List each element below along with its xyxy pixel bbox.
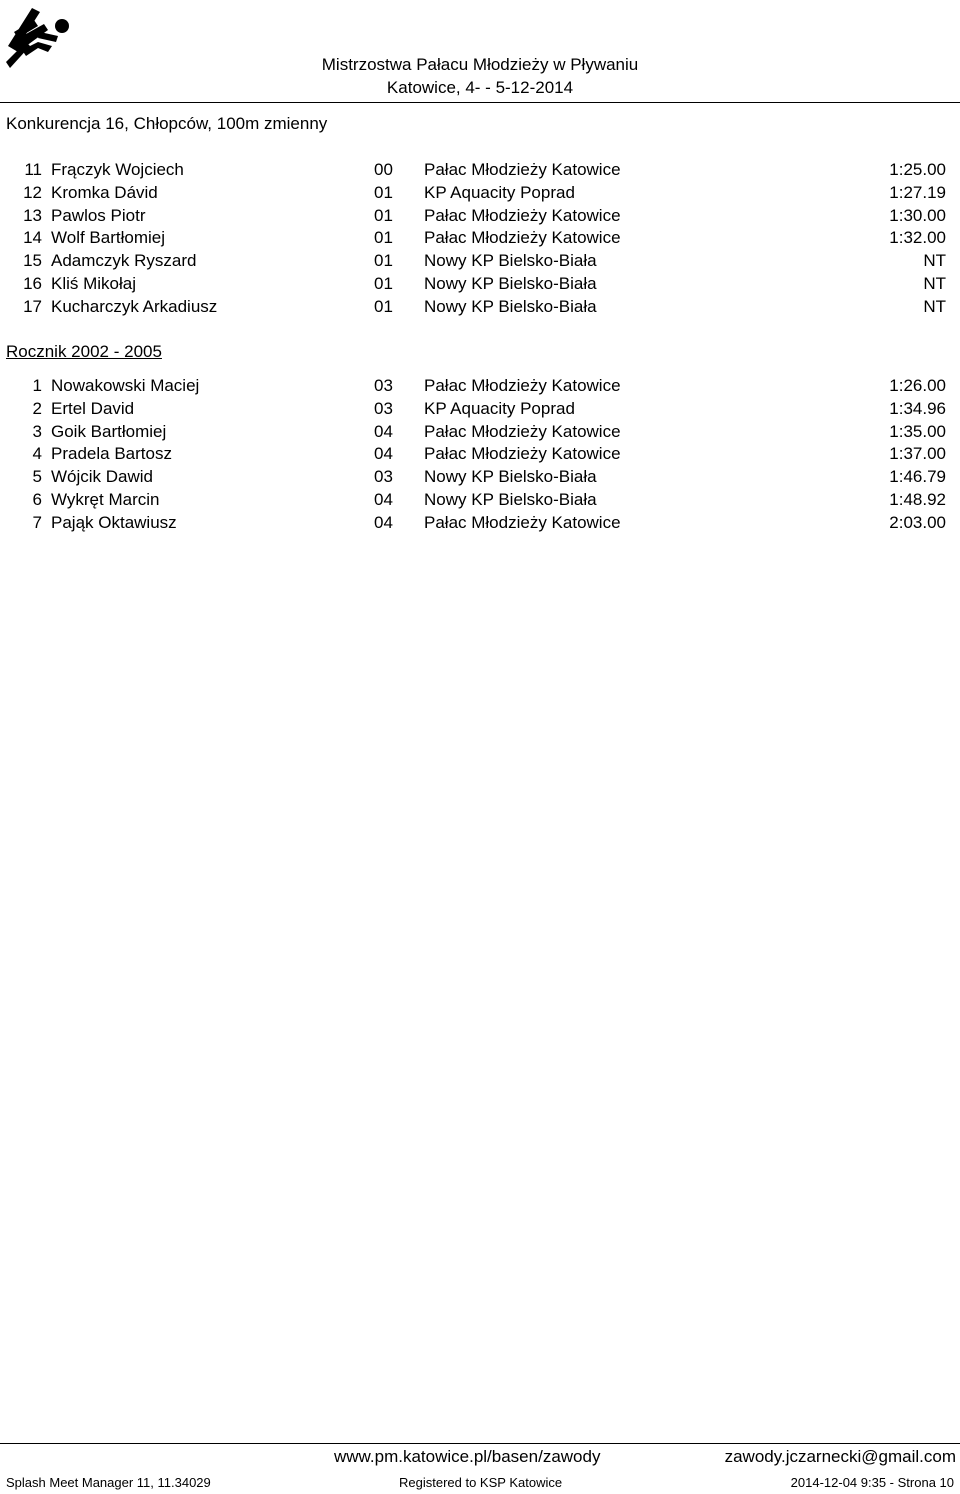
result-club: Pałac Młodzieży Katowice <box>424 206 621 225</box>
result-time: 1:35.00 <box>889 422 946 441</box>
result-year: 01 <box>374 228 393 247</box>
result-place: 17 <box>23 297 42 316</box>
result-club: KP Aquacity Poprad <box>424 399 575 418</box>
result-year: 01 <box>374 251 393 270</box>
footer-website-link[interactable]: www.pm.katowice.pl/basen/zawody <box>334 1447 601 1466</box>
result-time: 1:27.19 <box>889 183 946 202</box>
result-year: 04 <box>374 444 393 463</box>
result-place: 6 <box>32 490 42 509</box>
result-name: Wolf Bartłomiej <box>51 228 165 247</box>
result-time: NT <box>923 297 946 316</box>
result-place: 14 <box>23 228 42 247</box>
result-row <box>0 465 960 488</box>
result-time: NT <box>923 251 946 270</box>
age-group-heading: Rocznik 2002 - 2005 <box>6 342 162 361</box>
result-name: Pawlos Piotr <box>51 206 146 225</box>
result-club: Nowy KP Bielsko-Biała <box>424 467 597 486</box>
result-time: 1:46.79 <box>889 467 946 486</box>
result-place: 16 <box>23 274 42 293</box>
result-name: Goik Bartłomiej <box>51 422 167 441</box>
result-row <box>0 488 960 511</box>
result-row <box>0 272 960 295</box>
result-club: Pałac Młodzieży Katowice <box>424 376 621 395</box>
result-club: Pałac Młodzieży Katowice <box>424 444 621 463</box>
result-place: 2 <box>32 399 42 418</box>
result-place: 11 <box>24 160 42 179</box>
result-time: 1:34.96 <box>889 399 946 418</box>
result-row <box>0 158 960 181</box>
result-club: Pałac Młodzieży Katowice <box>424 513 621 532</box>
result-row <box>0 511 960 534</box>
page-title: Mistrzostwa Pałacu Młodzieży w Pływaniu <box>321 55 639 74</box>
result-place: 15 <box>23 251 42 270</box>
result-year: 01 <box>374 206 393 225</box>
result-place: 13 <box>23 206 42 225</box>
result-club: KP Aquacity Poprad <box>424 183 575 202</box>
result-row <box>0 249 960 272</box>
result-row <box>0 181 960 204</box>
header-divider <box>0 102 960 103</box>
page-subtitle: Katowice, 4- - 5-12-2014 <box>386 78 574 97</box>
result-name: Pradela Bartosz <box>51 444 172 463</box>
result-name: Frączyk Wojciech <box>51 160 184 179</box>
result-row <box>0 442 960 465</box>
result-name: Kliś Mikołaj <box>51 274 137 293</box>
result-year: 01 <box>374 183 393 202</box>
result-place: 5 <box>32 467 42 486</box>
result-row <box>0 374 960 397</box>
result-name: Nowakowski Maciej <box>51 376 200 395</box>
result-place: 1 <box>32 376 42 395</box>
footer-software: Splash Meet Manager 11, 11.34029 <box>6 1475 211 1490</box>
result-time: 1:26.00 <box>889 376 946 395</box>
result-row <box>0 226 960 249</box>
result-row <box>0 295 960 318</box>
result-name: Wykręt Marcin <box>51 490 160 509</box>
result-name: Kromka Dávid <box>51 183 158 202</box>
result-name: Kucharczyk Arkadiusz <box>51 297 218 316</box>
result-year: 04 <box>374 513 393 532</box>
result-year: 04 <box>374 490 393 509</box>
result-year: 03 <box>374 467 393 486</box>
result-time: 2:03.00 <box>889 513 946 532</box>
result-time: 1:32.00 <box>889 228 946 247</box>
result-time: 1:37.00 <box>889 444 946 463</box>
result-name: Ertel David <box>51 399 135 418</box>
event-title: Konkurencja 16, Chłopców, 100m zmienny <box>6 114 328 133</box>
result-year: 03 <box>374 376 393 395</box>
result-year: 01 <box>374 297 393 316</box>
result-club: Nowy KP Bielsko-Biała <box>424 251 597 270</box>
footer-divider <box>0 1443 960 1444</box>
result-place: 12 <box>23 183 42 202</box>
result-row <box>0 204 960 227</box>
result-row <box>0 397 960 420</box>
result-name: Adamczyk Ryszard <box>51 251 197 270</box>
result-club: Pałac Młodzieży Katowice <box>424 228 621 247</box>
result-time: 1:25.00 <box>889 160 946 179</box>
result-time: 1:48.92 <box>889 490 946 509</box>
result-place: 3 <box>32 422 42 441</box>
result-year: 03 <box>374 399 393 418</box>
result-name: Wójcik Dawid <box>51 467 154 486</box>
result-club: Nowy KP Bielsko-Biała <box>424 490 597 509</box>
result-year: 04 <box>374 422 393 441</box>
footer-registered: Registered to KSP Katowice <box>399 1475 563 1490</box>
result-place: 4 <box>32 444 42 463</box>
result-row <box>0 420 960 443</box>
footer-page-stamp: 2014-12-04 9:35 - Strona 10 <box>790 1475 954 1490</box>
result-name: Pająk Oktawiusz <box>51 513 177 532</box>
result-year: 00 <box>374 160 393 179</box>
result-club: Pałac Młodzieży Katowice <box>424 422 621 441</box>
footer-email-link[interactable]: zawody.jczarnecki@gmail.com <box>724 1447 956 1466</box>
result-club: Pałac Młodzieży Katowice <box>424 160 621 179</box>
result-place: 7 <box>32 513 42 532</box>
result-time: NT <box>923 274 946 293</box>
result-club: Nowy KP Bielsko-Biała <box>424 297 597 316</box>
result-club: Nowy KP Bielsko-Biała <box>424 274 597 293</box>
result-year: 01 <box>374 274 393 293</box>
result-time: 1:30.00 <box>889 206 946 225</box>
